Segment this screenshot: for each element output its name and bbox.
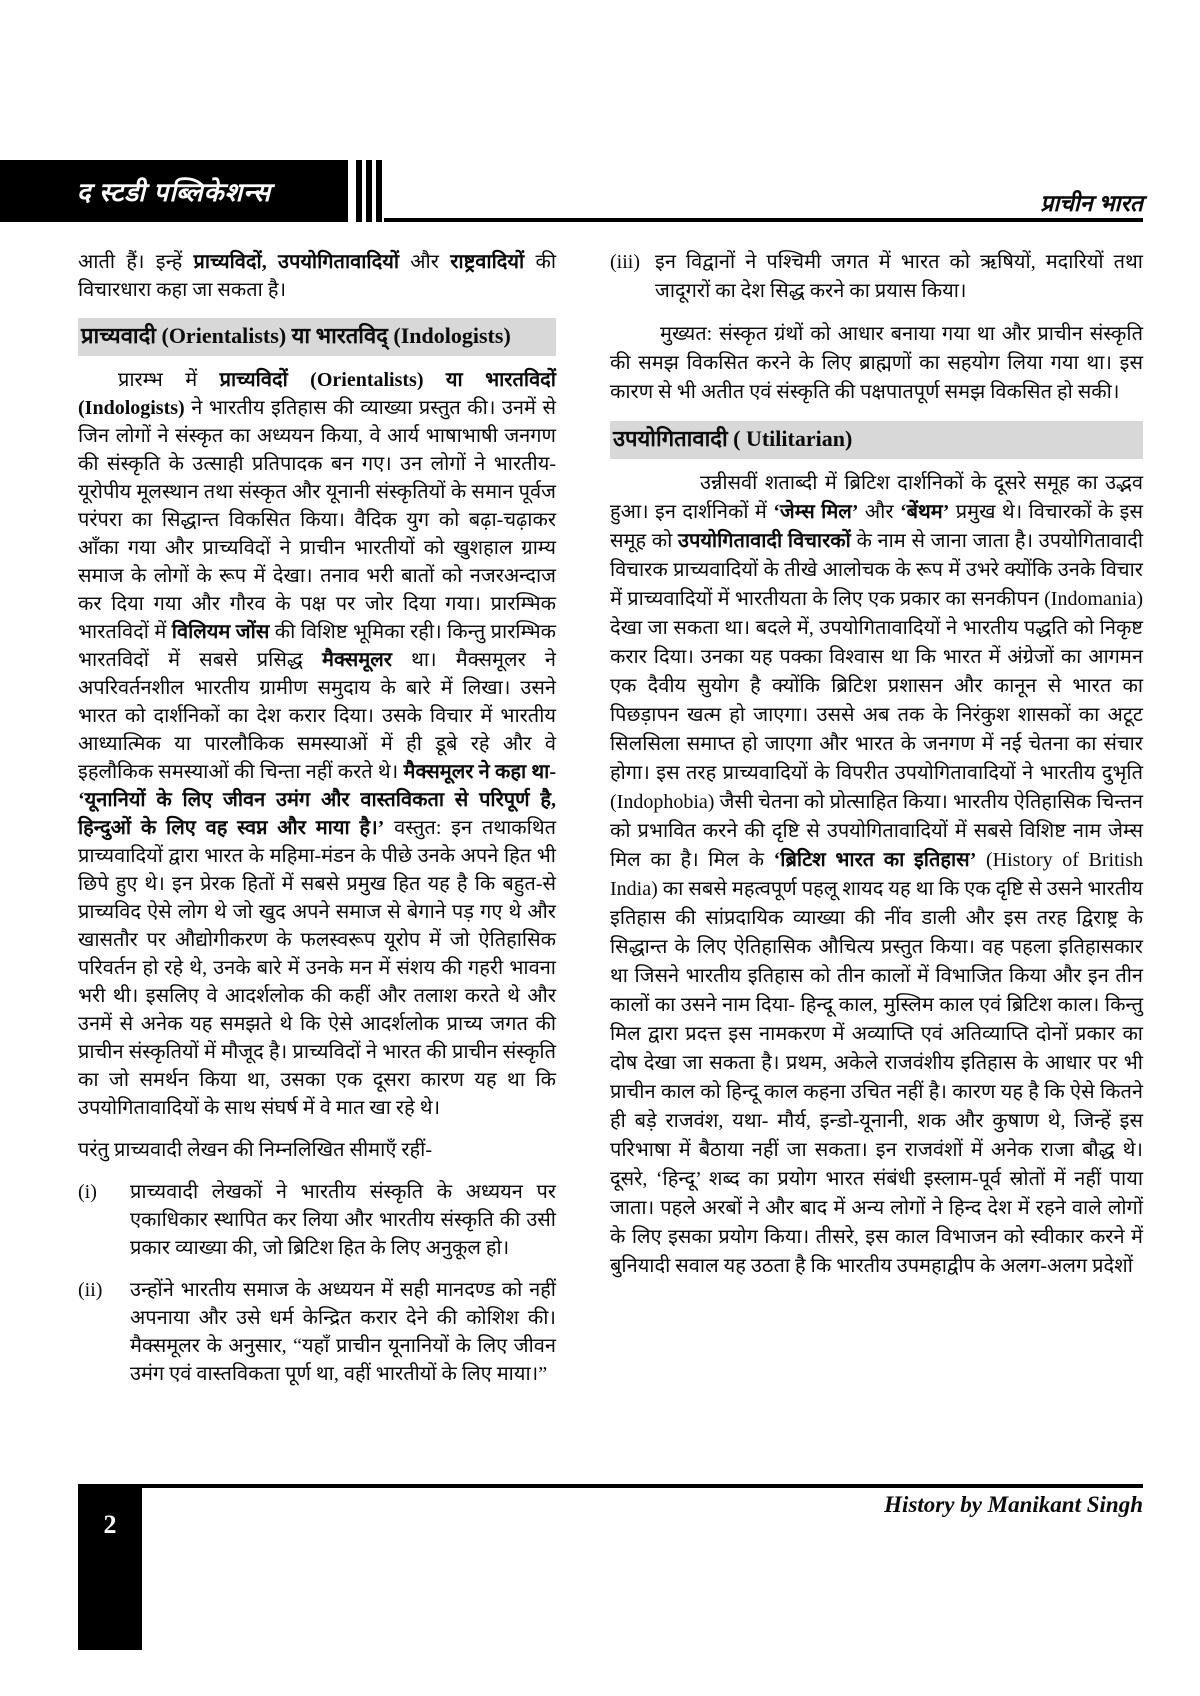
page-number-tab (78, 1484, 142, 1650)
sources-paragraph: मुख्यत: संस्कृत ग्रंथों को आधार बनाया गया था और प्राचीन संस्कृति की समझ विकसित करने के लिए ब्राह्मणों का सहयोग लिया गया था। इस कारण से भी अतीत एवं संस्कृति की पक्षपातपूर्ण समझ विकसित हो सकी। (610, 323, 1143, 403)
list-marker: (ii) (78, 1279, 103, 1301)
header-divider-bars (356, 160, 386, 222)
publisher-name: द स्टडी पब्लिकेशन्स (76, 178, 272, 207)
header-rule (384, 218, 1143, 222)
right-column (610, 248, 1143, 1295)
list-text: उन्होंने भारतीय समाज के अध्ययन में सही मानदण्ड को नहीं अपनाया और उसे धर्म केन्द्रित करार देने की कोशिश की। मैक्समूलर के अनुसार, “यहाँ प्राचीन यूनानियों के लिए जीवन उमंग एवं वास्तविकता पूर्ण था, वहीं भारतीयों के लिए माया।” (130, 1279, 556, 1385)
utilitarian-paragraph: उन्नीसवीं शताब्दी में ब्रिटिश दार्शनिकों के दूसरे समूह का उद्भव हुआ। इन दार्शनिकों में ‘जेम्स मिल’ और ‘बेंथम’ प्रमुख थे। विचारकों के इस समूह को उपयोगितावादी विचारकों के नाम से जाना जाता है। उपयोगितावादी विचारक प्राच्यवादियों के तीखे आलोचक के रूप में उभरे क्योंकि उनके विचार में प्राच्यवादियों में भारतीयता के लिए एक प्रकार का सनकीपन (Indomania) देखा जा सकता था। बदले में, उपयोगितावादियों ने भारतीय पद्धति को निकृष्ट करार दिया। उनका यह पक्का विश्वास था कि भारत में अंग्रेजों का आगमन एक दैवीय सुयोग है क्योंकि ब्रिटिश प्रशासन और कानून से भारत का पिछड़ापन खत्म हो जाएगा। उससे अब तक के निरंकुश शासकों का अटूट सिलसिला समाप्त हो जाएगा और भारत के जनगण में नई चेतना का संचार होगा। इस तरह प्राच्यवादियों के विपरीत उपयोगितावादियों ने भारतीय दुभृति (Indophobia) जैसी चेतना को प्रोत्साहित किया। भारतीय ऐतिहासिक चिन्तन को प्रभावित करने की दृष्टि से उपयोगितावादियों में सबसे विशिष्ट नाम जेम्स मिल का है। मिल के ‘ब्रिटिश भारत का इतिहास’ (History of British India) का सबसे महत्वपूर्ण पहलू शायद यह था कि एक दृष्टि से उसने भारतीय इतिहास की सांप्रदायिक व्याख्या की नींव डाली और इस तरह द्विराष्ट्र के सिद्धान्त के लिए ऐतिहासिक औचित्य प्रस्तुत किया। वह पहला इतिहासकार था जिसने भारतीय इतिहास को तीन कालों में विभाजित किया और इन तीन कालों का उसने नाम दिया- हिन्दू काल, मुस्लिम काल एवं ब्रिटिश काल। किन्तु मिल द्वारा प्रदत्त इस नामकरण में अव्याप्ति एवं अतिव्याप्ति दोनों प्रकार का दोष देखा जा सकता है। प्रथम, अकेले राजवंशीय इतिहास के आधार पर भी प्राचीन काल को हिन्दू काल कहना उचित नहीं है। कारण यह है कि ऐसे कितने ही बड़े राजवंश, यथा- मौर्य, इन्डो-यूनानी, शक और कुषाण थे, जिन्हें इस परिभाषा में बैठाया नहीं जा सकता। इन राजवंशों में अनेक राजा बौद्ध थे। दूसरे, ‘हिन्दू’ शब्द का प्रयोग भारत संबंधी इस्लाम-पूर्व स्रोतों में नहीं पाया जाता। पहले अरबों ने और बाद में अन्य लोगों ने हिन्द देश में रहने वाले लोगों के लिए इसका प्रयोग किया। तीसरे, इस काल विभाजन को स्वीकार करने में बुनियादी सवाल यह उठता है कि भारतीय उपमहाद्वीप के अलग-अलग प्रदेशों (610, 472, 1143, 1277)
list-marker: (i) (78, 1181, 97, 1203)
author-credit: History by Manikant Singh (884, 1492, 1143, 1517)
list-text: इन विद्वानों ने पश्चिमी जगत में भारत को ऋषियों, मदारियों तथा जादूगरों का देश सिद्ध करने का प्रयास किया। (655, 251, 1143, 302)
limitations-intro: परंतु प्राच्यवादी लेखन की निम्नलिखित सीमाएँ रहीं- (78, 1139, 433, 1161)
list-item-iii (610, 248, 1143, 306)
list-item-ii (78, 1276, 556, 1388)
orientalists-paragraph: प्रारम्भ में प्राच्यविदों (Orientalists) या भारतविदों (Indologists) ने भारतीय इतिहास की व्याख्या प्रस्तुत की। उनमें से जिन लोगों ने संस्कृत का अध्ययन किया, वे आर्य भाषाभाषी जनगण की संस्कृति के उत्साही प्रतिपादक बन गए। उन लोगों ने भारतीय-यूरोपीय मूलस्थान तथा संस्कृत और यूनानी संस्कृतियों के समान पूर्वज परंपरा का सिद्धान्त विकसित किया। वैदिक युग को बढ़ा-चढ़ाकर आँका गया और प्राच्यविदों ने प्राचीन भारतीयों को खुशहाल ग्राम्य समाज के लोगों के रूप में देखा। तनाव भरी बातों को नजरअन्दाज कर दिया गया और गौरव के पक्ष पर जोर दिया गया। प्रारम्भिक भारतविदों में विलियम जोंस की विशिष्ट भूमिका रही। किन्तु प्रारम्भिक भारतविदों में सबसे प्रसिद्ध मैक्समूलर था। मैक्समूलर ने अपरिवर्तनशील भारतीय ग्रामीण समुदाय के बारे में लिखा। उसने भारत को दार्शनिकों का देश करार दिया। उसके विचार में भारतीय आध्यात्मिक या पारलौकिक समस्याओं में ही डूबे रहे और वे इहलौकिक समस्याओं की चिन्ता नहीं करते थे। मैक्समूलर ने कहा था- ‘यूनानियों के लिए जीवन उमंग और वास्तविकता से परिपूर्ण है, हिन्दुओं के लिए वह स्वप्न और माया है।’ वस्तुत: इन तथाकथित प्राच्यवादियों द्वारा भारत के महिमा-मंडन के पीछे उनके अपने हित भी छिपे हुए थे। इन प्रेरक हितों में सबसे प्रमुख हित यह है कि बहुत-से प्राच्यविद ऐसे लोग थे जो खुद अपने समाज से बेगाने पड़ गए थे और खासतौर पर औद्योगीकरण के फलस्वरूप यूरोप में जो ऐतिहासिक परिवर्तन हो रहे थे, उनके बारे में उनके मन में संशय की गहरी भावना भरी थी। इसलिए वे आदर्शलोक की कहीं और तलाश करते थे और उनमें से अनेक यह समझते थे कि ऐसे आदर्शलोक प्राच्य जगत की प्राचीन संस्कृतियों में मौजूद है। प्राच्यविदों ने भारत की प्राचीन संस्कृति का जो समर्थन किया था, उसका एक दूसरा कारण यह था कि उपयोगितावादियों के साथ संघर्ष में वे मात खा रहे थे। (78, 369, 556, 1119)
list-text: प्राच्यवादी लेखकों ने भारतीय संस्कृति के अध्ययन पर एकाधिकार स्थापित कर लिया और भारतीय संस्कृति की उसी प्रकार व्याख्या की, जो ब्रिटिश हित के लिए अनुकूल हो। (130, 1181, 556, 1259)
footer-rule (78, 1484, 1143, 1488)
left-column (78, 248, 556, 1402)
intro-paragraph: आती हैं। इन्हें प्राच्यविदों, उपयोगितावादियों और राष्ट्रवादियों की विचारधारा कहा जा सकता है। (78, 251, 557, 301)
list-marker: (iii) (610, 251, 640, 273)
publisher-banner (0, 160, 348, 222)
section-heading-orientalists: प्राच्यवादी (Orientalists) या भारतविद् (Indologists) (78, 318, 556, 356)
page-number: 2 (103, 1510, 117, 1539)
page-subject-title: प्राचीन भारत (1040, 191, 1143, 216)
list-item-i (78, 1178, 556, 1262)
section-heading-utilitarian: उपयोगितावादी ( Utilitarian) (610, 421, 1143, 459)
